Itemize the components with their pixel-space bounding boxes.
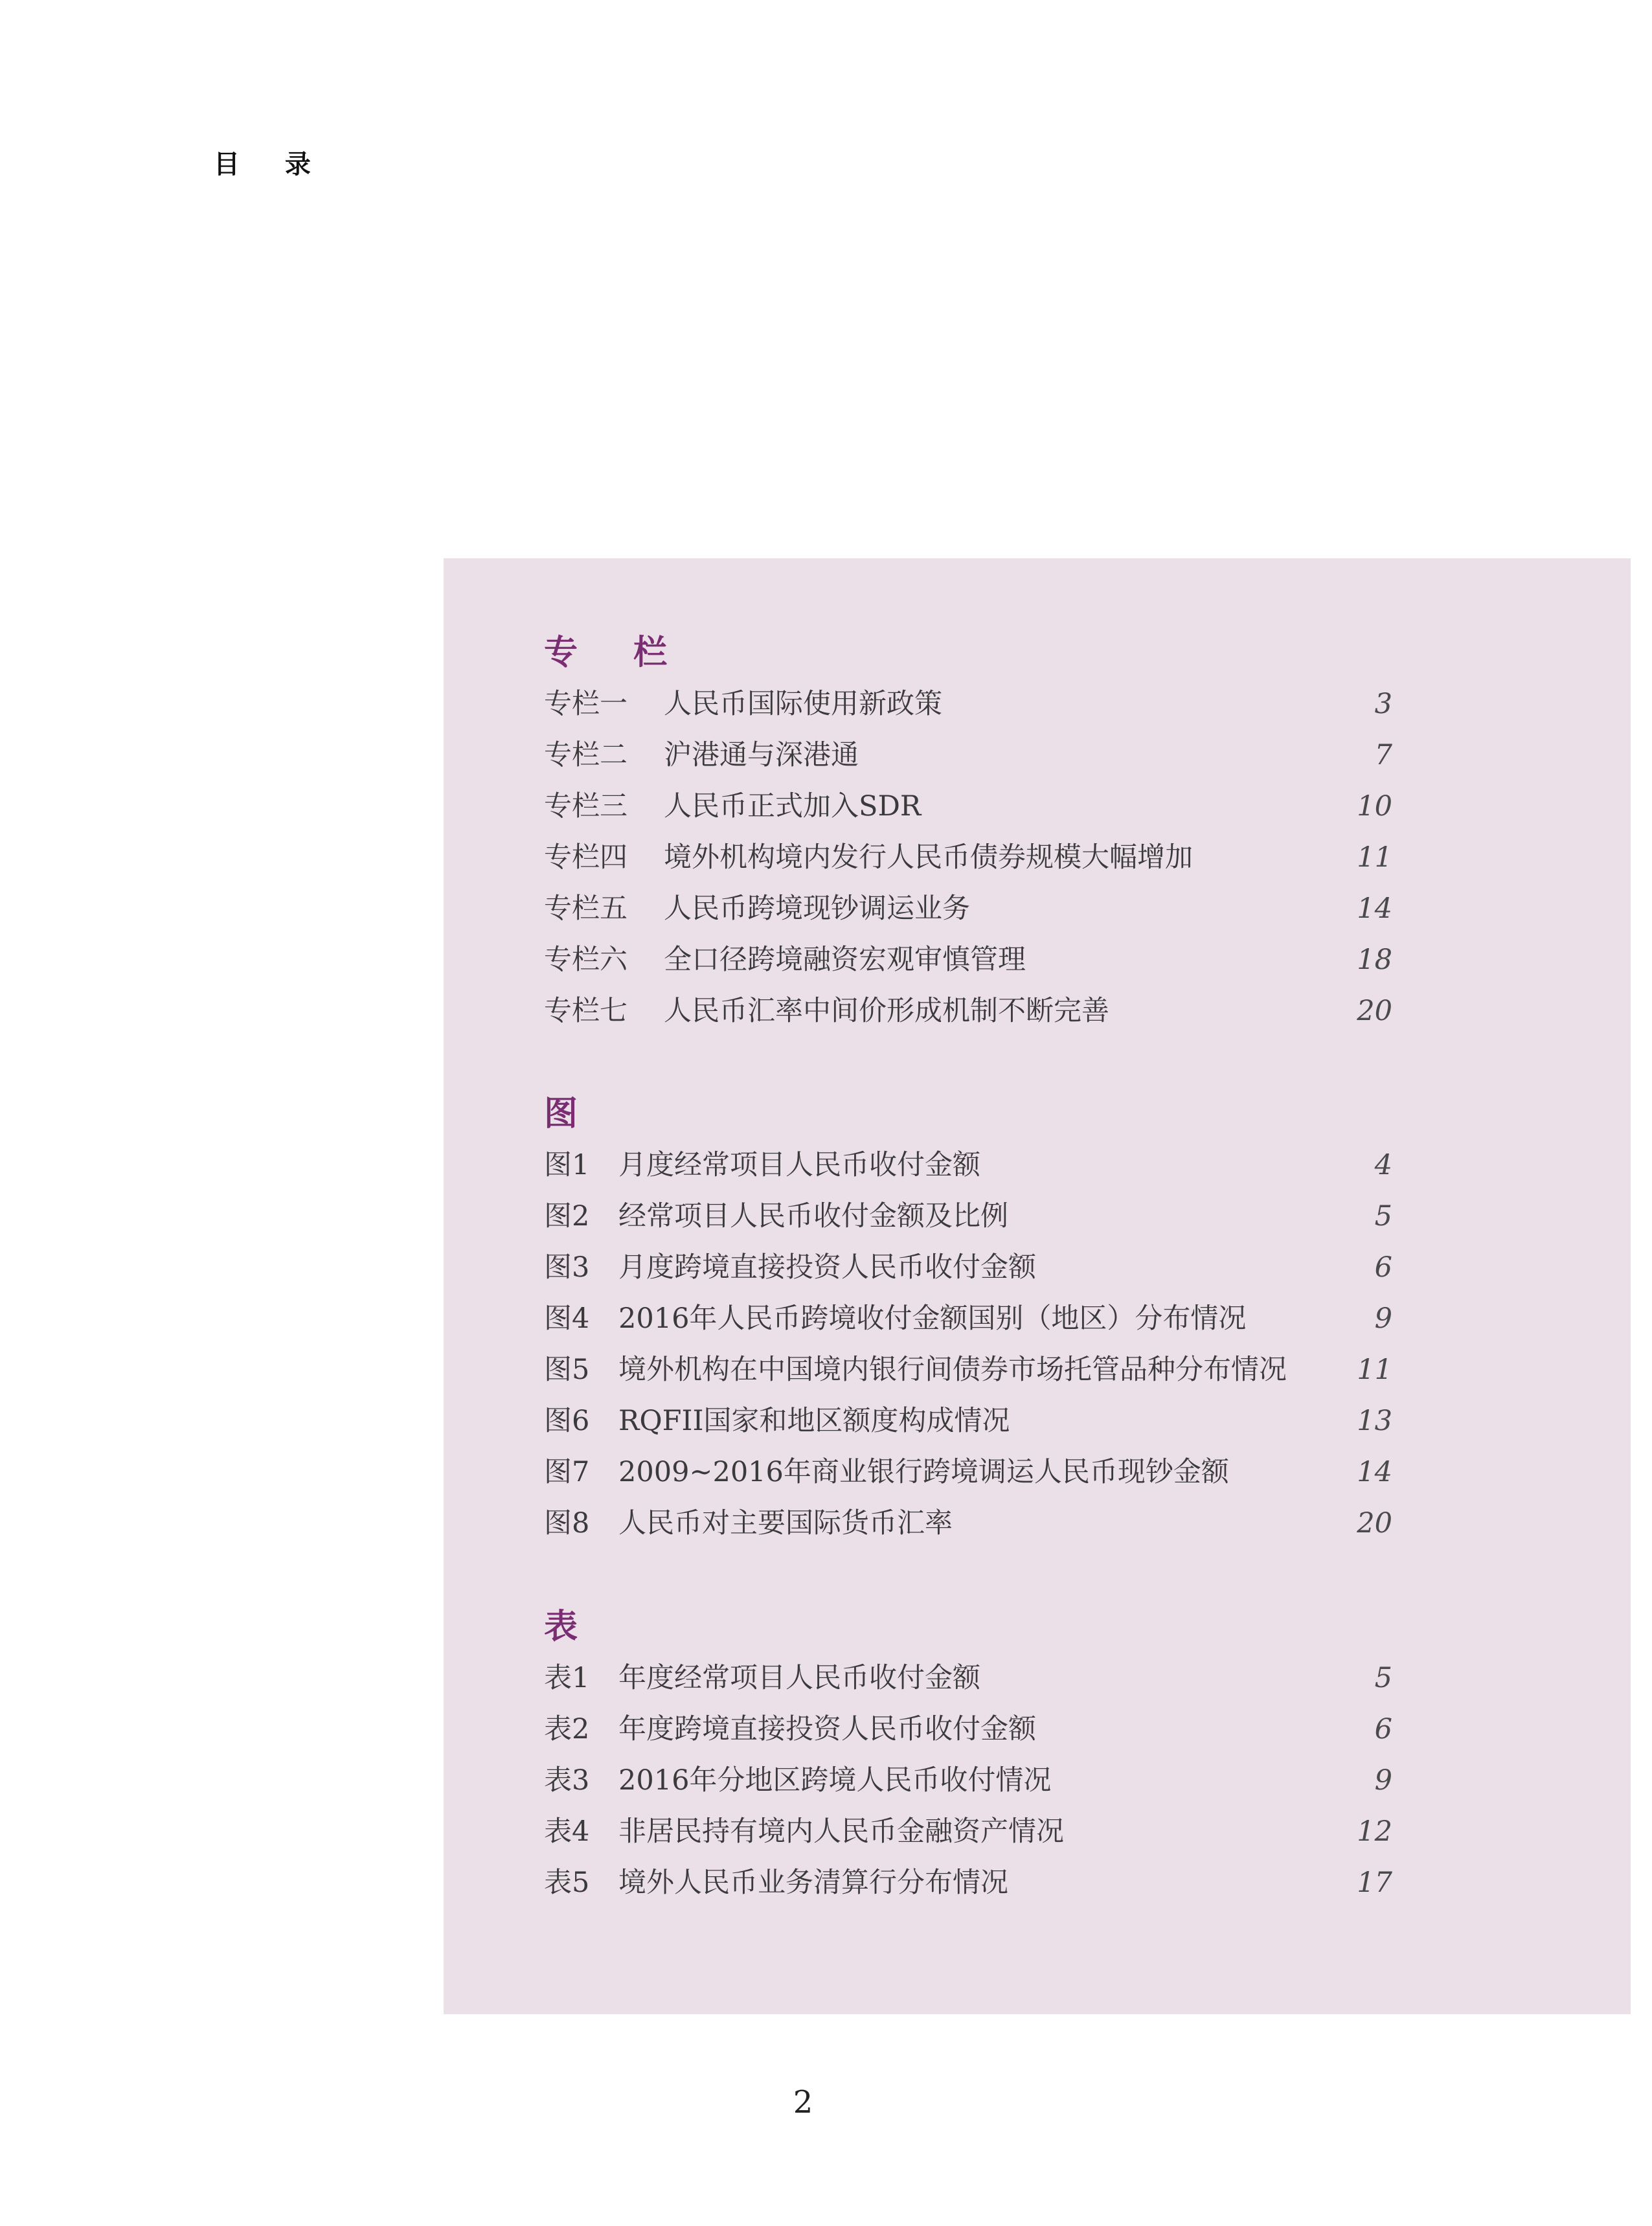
toc-entry-title: 境外机构境内发行人民币债券规模大幅增加 <box>664 841 1193 874</box>
toc-entry-title: 境外人民币业务清算行分布情况 <box>618 1867 1008 1899</box>
toc-entry-label: 专栏五 <box>544 892 628 925</box>
toc-entry-page: 3 <box>1374 688 1392 720</box>
toc-section-figures <box>544 1088 1392 1549</box>
toc-entry-page: 5 <box>1374 1200 1392 1232</box>
toc-entry-title: 月度跨境直接投资人民币收付金额 <box>618 1251 1036 1284</box>
toc-entry-title: 人民币汇率中间价形成机制不断完善 <box>664 995 1109 1027</box>
toc-entry-label: 表5 <box>544 1867 590 1899</box>
toc-entry-title: 月度经常项目人民币收付金额 <box>618 1149 980 1181</box>
toc-entry-label: 图5 <box>544 1354 590 1386</box>
toc-entry[interactable] <box>544 1498 1392 1549</box>
toc-entry[interactable] <box>544 832 1392 883</box>
toc-entry-title: 人民币对主要国际货币汇率 <box>618 1507 953 1539</box>
toc-entry-label: 专栏一 <box>544 688 628 720</box>
toc-entry[interactable] <box>544 1191 1392 1242</box>
toc-entry[interactable] <box>544 1242 1392 1293</box>
toc-entry-label: 表4 <box>544 1815 590 1848</box>
entry-list-tables <box>544 1653 1392 1909</box>
toc-entry-label: 专栏四 <box>544 841 628 874</box>
toc-entry[interactable] <box>544 1345 1392 1396</box>
toc-entry-page: 18 <box>1357 944 1392 976</box>
toc-entry-page: 11 <box>1357 841 1392 874</box>
toc-entry[interactable] <box>544 1806 1392 1857</box>
toc-entry-page: 5 <box>1374 1662 1392 1694</box>
toc-entry-title: 2016年分地区跨境人民币收付情况 <box>618 1764 1052 1797</box>
toc-entry-page: 20 <box>1357 1507 1392 1539</box>
toc-entry-title: 沪港通与深港通 <box>664 739 859 771</box>
toc-entry-page: 9 <box>1374 1764 1392 1797</box>
toc-entry-page: 17 <box>1357 1867 1392 1899</box>
toc-entry-page: 4 <box>1374 1149 1392 1181</box>
toc-entry-label: 图6 <box>544 1405 590 1437</box>
toc-entry[interactable] <box>544 1293 1392 1345</box>
toc-entry[interactable] <box>544 679 1392 730</box>
toc-entry[interactable] <box>544 1653 1392 1704</box>
toc-entry-label: 图4 <box>544 1302 590 1335</box>
toc-section-tables <box>544 1601 1392 1909</box>
toc-entry-label: 图7 <box>544 1456 590 1488</box>
toc-entry-title: 2009~2016年商业银行跨境调运人民币现钞金额 <box>618 1456 1229 1488</box>
toc-entry-label: 专栏三 <box>544 790 628 823</box>
entry-list-columns <box>544 679 1392 1037</box>
toc-entry[interactable] <box>544 883 1392 935</box>
toc-entry-label: 图3 <box>544 1251 590 1284</box>
toc-entry-title: 经常项目人民币收付金额及比例 <box>618 1200 1008 1232</box>
running-header-title: 目 录 <box>214 150 329 179</box>
toc-entry-page: 7 <box>1374 739 1392 771</box>
toc-entry[interactable] <box>544 1857 1392 1909</box>
toc-entry-page: 6 <box>1374 1713 1392 1745</box>
section-title-tables: 表 <box>544 1607 578 1646</box>
toc-section-columns <box>544 627 1392 1037</box>
toc-entry-page: 6 <box>1374 1251 1392 1284</box>
toc-entry-title: 人民币国际使用新政策 <box>664 688 942 720</box>
toc-entry-label: 专栏二 <box>544 739 628 771</box>
toc-entry-page: 10 <box>1357 790 1392 823</box>
toc-entry-page: 12 <box>1357 1815 1392 1848</box>
toc-entry-page: 14 <box>1357 1456 1392 1488</box>
toc-entry-title: 境外机构在中国境内银行间债券市场托管品种分布情况 <box>618 1354 1287 1386</box>
toc-entry-label: 专栏七 <box>544 995 628 1027</box>
toc-entry-label: 表1 <box>544 1662 590 1694</box>
toc-entry-label: 图1 <box>544 1149 590 1181</box>
toc-entry-title: 人民币正式加入SDR <box>664 790 922 823</box>
entry-list-figures <box>544 1140 1392 1549</box>
toc-entry-label: 表2 <box>544 1713 590 1745</box>
toc-entry[interactable] <box>544 1396 1392 1447</box>
toc-entry[interactable] <box>544 986 1392 1037</box>
toc-entry-title: 非居民持有境内人民币金融资产情况 <box>618 1815 1064 1848</box>
toc-entry-label: 表3 <box>544 1764 590 1797</box>
toc-entry[interactable] <box>544 1755 1392 1806</box>
toc-entry[interactable] <box>544 935 1392 986</box>
toc-entry-title: 年度经常项目人民币收付金额 <box>618 1662 980 1694</box>
toc-entry[interactable] <box>544 781 1392 832</box>
section-title-columns: 专 栏 <box>544 633 690 672</box>
toc-entry-page: 20 <box>1357 995 1392 1027</box>
toc-entry-title: 2016年人民币跨境收付金额国别（地区）分布情况 <box>618 1302 1247 1335</box>
toc-entry-title: 全口径跨境融资宏观审慎管理 <box>664 944 1026 976</box>
page-number: 2 <box>793 2084 813 2120</box>
toc-entry-page: 9 <box>1374 1302 1392 1335</box>
toc-entry[interactable] <box>544 1447 1392 1498</box>
toc-entry-page: 11 <box>1357 1354 1392 1386</box>
toc-entry-page: 14 <box>1357 892 1392 925</box>
toc-entry-title: 年度跨境直接投资人民币收付金额 <box>618 1713 1036 1745</box>
toc-entry-title: RQFII国家和地区额度构成情况 <box>618 1405 1010 1437</box>
toc-entry-label: 图2 <box>544 1200 590 1232</box>
toc-entry-label: 图8 <box>544 1507 590 1539</box>
toc-entry-page: 13 <box>1357 1405 1392 1437</box>
toc-entry[interactable] <box>544 730 1392 781</box>
toc-entry[interactable] <box>544 1140 1392 1191</box>
section-title-figures: 图 <box>544 1094 578 1133</box>
toc-entry[interactable] <box>544 1704 1392 1755</box>
toc-entry-title: 人民币跨境现钞调运业务 <box>664 892 970 925</box>
toc-entry-label: 专栏六 <box>544 944 628 976</box>
